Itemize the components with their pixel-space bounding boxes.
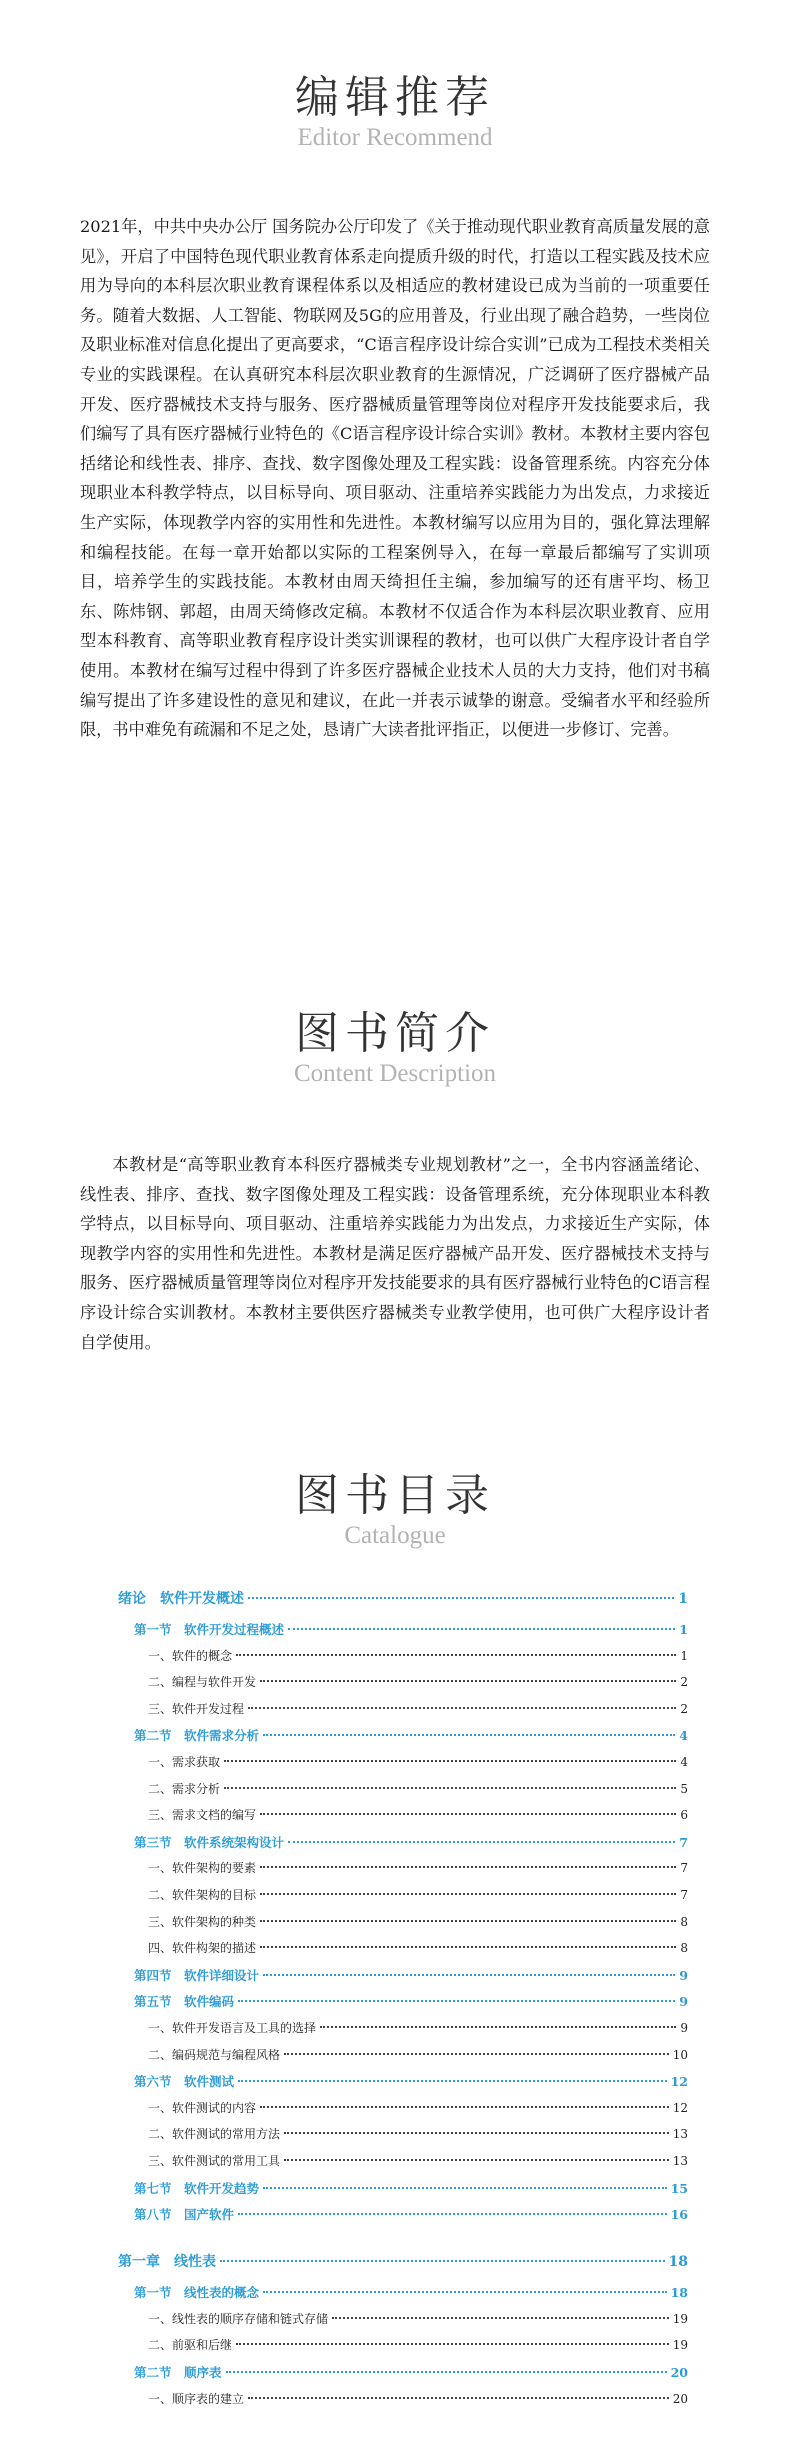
toc-leader-dots	[320, 2026, 676, 2028]
toc-item	[118, 1939, 688, 1956]
content-paragraph: 本教材是“高等职业教育本科医疗器械类专业规划教材”之一，全书内容涵盖绪论、线性表、排序、查找、数字图像处理及工程实践：设备管理系统，充分体现职业本科教学特点，以目标导向、项目驱动、注重培养实践能力为出发点，力求接近生产实际，体现教学内容的实用性和先进性。本教材是满足医疗器械产品开发、医疗器械技术支持与服务、医疗器械质量管理等岗位对程序开发技能要求的具有医疗器械行业特色的C语言程序设计综合实训教材。本教材主要供医疗器械类专业教学使用，也可供广大程序设计者自学使用。	[80, 1155, 710, 1352]
toc-label: 二、软件架构的目标	[148, 1888, 257, 1902]
toc-leader-dots	[260, 1893, 676, 1895]
toc-item	[118, 1913, 688, 1930]
toc-page-number: 4	[679, 1728, 688, 1744]
toc-label: 第三节 软件系统架构设计	[134, 1834, 285, 1850]
toc-label: 四、软件构架的描述	[148, 1941, 257, 1956]
toc-label: 第一节 线性表的概念	[134, 2285, 260, 2301]
toc-section	[118, 2205, 688, 2223]
toc-item	[118, 1700, 688, 1717]
toc-page-number: 2	[680, 1701, 688, 1716]
toc-leader-dots	[260, 1680, 676, 1682]
toc-leader-dots	[260, 2106, 669, 2108]
toc-label: 二、需求分析	[148, 1781, 221, 1796]
editor-subtitle: Editor Recommend	[297, 124, 493, 151]
toc-label: 一、软件开发语言及工具的选择	[148, 2021, 317, 2035]
toc-label: 第二节 顺序表	[134, 2365, 222, 2380]
toc-section	[118, 2179, 688, 2197]
toc-label: 二、编码规范与编程风格	[148, 2047, 281, 2062]
toc-page-number: 8	[680, 1914, 688, 1929]
toc-item	[118, 2099, 688, 2116]
toc-item	[118, 1673, 688, 1690]
toc-item	[118, 1886, 688, 1903]
toc-label: 一、软件架构的要素	[148, 1861, 257, 1876]
toc-page-number: 19	[672, 2338, 688, 2353]
toc-leader-dots	[263, 2187, 667, 2189]
toc-leader-dots	[288, 1841, 675, 1843]
toc-label: 第二节 软件需求分析	[134, 1728, 260, 1744]
toc-page-number: 10	[672, 2047, 688, 2062]
toc-label: 第一章 线性表	[118, 2254, 216, 2271]
toc-item	[118, 2390, 688, 2407]
toc-leader-dots	[238, 2000, 675, 2002]
toc-page-number: 20	[670, 2365, 688, 2380]
toc-page-number: 13	[672, 2127, 688, 2142]
toc-item	[118, 1780, 688, 1797]
toc-leader-dots	[288, 1628, 675, 1630]
toc-leader-dots	[263, 1974, 675, 1976]
toc-leader-dots	[284, 2159, 669, 2161]
toc-page-number: 12	[672, 2100, 688, 2115]
toc-label: 第五节 软件编码	[134, 1994, 235, 2010]
toc-label: 二、前驱和后继	[148, 2338, 233, 2353]
toc-page-number: 9	[680, 2021, 688, 2035]
toc-item	[118, 2046, 688, 2063]
toc-page-number: 7	[680, 1861, 688, 1876]
toc-label: 第一节 软件开发过程概述	[134, 1622, 285, 1637]
toc-leader-dots	[260, 1920, 676, 1922]
toc-leader-dots	[248, 2397, 669, 2399]
toc-page-number: 18	[670, 2285, 688, 2301]
toc-label: 三、软件架构的种类	[148, 1914, 257, 1929]
content-title: 图书简介	[295, 1008, 495, 1059]
toc-section	[118, 1620, 688, 1638]
toc-leader-dots	[263, 1734, 675, 1736]
toc-section	[118, 2363, 688, 2381]
toc-label: 一、线性表的顺序存储和链式存储	[148, 2311, 329, 2326]
toc-leader-dots	[224, 1787, 676, 1789]
toc-page-number: 9	[679, 1994, 688, 2010]
toc-item	[118, 1753, 688, 1770]
toc-item	[118, 1647, 688, 1664]
toc-section	[118, 1992, 688, 2010]
toc-leader-dots	[236, 2343, 669, 2345]
toc-item	[118, 1859, 688, 1876]
editor-paragraph: 2021年，中共中央办公厅 国务院办公厅印发了《关于推动现代职业教育高质量发展的意见》，开启了中国特色现代职业教育体系走向提质升级的时代，打造以工程实践及技术应用为导向的本科层次职业教育课程体系以及相适应的教材建设已成为当前的一项重要任务。随着大数据、人工智能、物联网及5G的应用普及，行业出现了融合趋势，一些岗位及职业标准对信息化提出了更高要求，“C语言程序设计综合实训”已成为工程技术类相关专业的实践课程。在认真研究本科层次职业教育的生源情况，广泛调研了医疗器械产品开发、医疗器械技术支持与服务、医疗器械质量管理等岗位对程序开发技能要求后，我们编写了具有医疗器械行业特色的《C语言程序设计综合实训》教材。本教材主要内容包括绪论和线性表、排序、查找、数字图像处理及工程实践：设备管理系统。内容充分体现职业本科教学特点，以目标导向、项目驱动、注重培养实践能力为出发点，力求接近生产实际，体现教学内容的实用性和先进性。本教材编写以应用为目的，强化算法理解和编程技能。在每一章开始都以实际的工程案例导入，在每一章最后都编写了实训项目，培养学生的实践技能。本教材由周天绮担任主编，参加编写的还有唐平均、杨卫东、陈炜钢、郭超，由周天绮修改定稿。本教材不仅适合作为本科层次职业教育、应用型本科教育、高等职业教育程序设计类实训课程的教材，也可以供广大程序设计者自学使用。本教材在编写过程中得到了许多医疗器械企业技术人员的大力支持，他们对书稿编写提出了许多建设性的意见和建议，在此一并表示诚挚的谢意。受编者水平和经验所限，书中难免有疏漏和不足之处，恳请广大读者批评指正，以便进一步修订、完善。	[80, 217, 710, 740]
toc-leader-dots	[260, 1946, 676, 1948]
toc-page-number: 4	[680, 1755, 688, 1769]
toc-page-number: 12	[670, 2074, 688, 2090]
toc-leader-dots	[260, 1866, 676, 1868]
toc-item	[118, 2310, 688, 2327]
catalogue-subtitle: Catalogue	[344, 1522, 446, 1549]
toc-label: 二、编程与软件开发	[148, 1675, 257, 1690]
toc-label: 二、软件测试的常用方法	[148, 2127, 281, 2142]
toc-page-number: 19	[672, 2311, 688, 2326]
toc-item	[118, 1806, 688, 1823]
toc-page-number: 15	[670, 2180, 688, 2196]
content-heading	[0, 1008, 790, 1088]
toc-label: 三、软件开发过程	[148, 1701, 245, 1716]
content-subtitle: Content Description	[293, 1060, 497, 1087]
toc-chapter	[118, 2251, 688, 2271]
toc-leader-dots	[248, 1597, 674, 1599]
toc-leader-dots	[238, 2080, 667, 2082]
toc-label: 三、软件测试的常用工具	[148, 2154, 281, 2168]
toc-page-number: 9	[679, 1967, 688, 1983]
editor-title: 编辑推荐	[295, 72, 495, 123]
toc-label: 第七节 软件开发趋势	[134, 2180, 260, 2196]
toc-label: 一、软件的概念	[148, 1648, 233, 1663]
toc-leader-dots	[248, 1707, 676, 1709]
toc-leader-dots	[284, 2132, 669, 2134]
toc-chapter	[118, 1588, 688, 1608]
toc-page-number: 8	[680, 1941, 688, 1956]
toc-item	[118, 2152, 688, 2169]
toc-leader-dots	[238, 2213, 667, 2215]
toc-label: 绪论 软件开发概述	[118, 1591, 244, 1607]
catalogue-heading	[0, 1470, 790, 1550]
toc-leader-dots	[220, 2260, 665, 2262]
toc-leader-dots	[284, 2053, 669, 2055]
toc-label: 一、需求获取	[148, 1755, 221, 1769]
toc-page-number: 7	[679, 1834, 688, 1850]
toc-label: 第四节 软件详细设计	[134, 1967, 260, 1983]
editor-heading	[0, 72, 790, 152]
toc-item	[118, 2019, 688, 2036]
toc-section	[118, 1966, 688, 1984]
catalogue-title: 图书目录	[295, 1470, 495, 1521]
toc-label: 一、软件测试的内容	[148, 2100, 257, 2115]
toc-page-number: 6	[680, 1808, 688, 1823]
toc-page-number: 2	[680, 1675, 688, 1690]
toc-page-number: 18	[668, 2254, 688, 2271]
toc-leader-dots	[263, 2291, 667, 2293]
toc-page-number: 1	[679, 1622, 688, 1637]
toc-leader-dots	[236, 1654, 676, 1656]
toc-leader-dots	[224, 1760, 676, 1762]
toc-page-number: 13	[672, 2154, 688, 2168]
toc-leader-dots	[332, 2317, 669, 2319]
toc-section	[118, 1726, 688, 1744]
toc-page-number: 1	[678, 1591, 688, 1607]
toc-section	[118, 2072, 688, 2090]
toc-label: 一、顺序表的建立	[148, 2391, 245, 2406]
toc-label: 第六节 软件测试	[134, 2074, 235, 2090]
toc-item	[118, 2125, 688, 2142]
toc-leader-dots	[260, 1813, 676, 1815]
toc-page-number: 7	[680, 1888, 688, 1902]
toc-page-number: 5	[680, 1781, 688, 1796]
toc-section	[118, 1833, 688, 1851]
toc-label: 第八节 国产软件	[134, 2207, 235, 2223]
toc-item	[118, 2336, 688, 2353]
toc-page-number: 20	[672, 2391, 688, 2406]
toc-page-number: 16	[670, 2207, 688, 2223]
toc-section	[118, 2283, 688, 2301]
toc-page-number: 1	[680, 1648, 688, 1663]
toc-label: 三、需求文档的编写	[148, 1808, 257, 1823]
toc-leader-dots	[226, 2371, 667, 2373]
